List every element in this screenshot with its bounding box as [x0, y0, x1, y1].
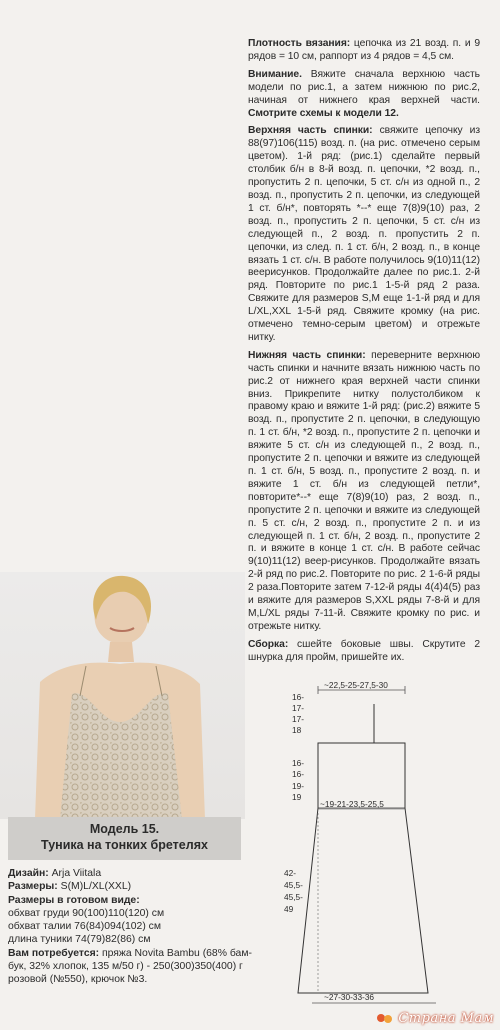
upper-height-label-1: 16- [292, 692, 304, 702]
model-photo [0, 572, 245, 819]
finished-label: Размеры в готовом виде: [8, 894, 140, 906]
pattern-schema [260, 668, 495, 1008]
tunic-outline [298, 743, 428, 993]
materials-text-1: пряжа Novita Bambu (68% бам- [102, 947, 252, 959]
gauge-heading: Плотность вязания: [248, 38, 351, 49]
sizes-value: S(M)L/XL(XXL) [60, 881, 132, 893]
upper-height-label-2: 17- [292, 703, 304, 713]
model-illustration [0, 572, 245, 819]
lower-back-text: переверните верхнюю часть спинки и начните вязать нижнюю часть по рис.2 от нижнего края верхней части спинки вниз. Прикрепите нитку полустолбиком к правому краю и вяжите 1-й ряд: (рис.2) вяжите 5 возд. п., пропустите 2 п. цепочки, в следующую п. 1 ст. б/н, *2 возд. п., пропустите 2 п. цепочки и вяжите 5 ст. с/н из следующей п., 2 возд. п., пропустите 2 п. цепочки и вяжите из следующей п. 1 ст. б/н, 5 возд. п., пропустите 2 возд. п. и вяжите 1 ст. б/н из следующей петли*, повторите*--* еще 7(8)9(10) раз, 2 возд. п., пропустите 2 п. цепочки и вяжите из следующей п. 5 ст. с/н, 2 возд. п., пропустите 2 п. и из следующей п. 1 ст. б/н, 2 возд. п., пропустите 2 п. и вяжите в конце 1 ст. с/н. В работе сейчас 9(10)11(12) веер-рисунков. Продолжайте вязать 2-й ряд по рис.2. Повторите по рис. 2 1-6-й ряды 2 раза.Повторите затем 7-12-й ряды 4(4)4(5) раз и вяжите для размеров S,XXL ряды 7-8-й и для M,L/XL ряды 7-11-й. Свяжите кромку по рис. и отрежьте нитку. [248, 349, 481, 632]
lower-height-label-2: 45,5- [284, 880, 303, 890]
attention-text: Вяжите сначала верхнюю часть модели по рис.1, а затем нижнюю по рис.2, начиная от нижнего края верхней части. [248, 68, 480, 106]
upper-back-text: свяжите цепочку из 88(97)106(115) возд. п. (на рис. отмечено серым цветом). 1-й ряд: (рис.1) сделайте первый столбик б/н в 8-й возд. п. цепочки, *2 возд. п., пропустить 2 п. цепочки, 5 ст. с/н из одной п., 2 возд. п., пропустить 2 п. цепочки, из следующей 1 ст. б/н*, повторять *--* еще 7(8)9(10) раз, 2 возд. п., пропустить 2 п. цепочки, 5 ст. с/н из следующей п., 2 возд. п. пропустить 2 п. цепочки, из след. п. 1 ст. б/н, 2 возд. п., в конце вязать 1 ст. с/н. В работе получилось 9(10)11(12) веерисунков. Продолжайте далее по рис.1. 2-й ряд. Повторите по рис.1 1-5-й ряд 2 раза. Свяжите для размеров S,M еще 1-1-й ряд и для L/XL,XXL 1-5-й ряд. Свяжите кромку (на рис. отмечено темно-серым цветом) и отрежьте нитку. [248, 125, 481, 343]
model-title: Туника на тонких бретелях [41, 838, 208, 852]
waist-measure: обхват талии 76(84)094(102) см [8, 921, 162, 933]
model-number: Модель 15. [89, 822, 160, 836]
materials-text-2: бук, 32% хлопок, 135 м/50 г) - 250(300)350(400) г [8, 961, 243, 973]
length-measure: длина туники 74(79)82(86) см [8, 934, 151, 946]
lower-back-paragraph [248, 350, 480, 634]
materials-text-3: розовой (№550), крючок №3. [8, 974, 148, 986]
model-specs [8, 867, 252, 987]
top-width-label: ~22,5-25-27,5-30 [324, 680, 388, 690]
bust-measure: обхват груди 90(100)110(120) см [8, 907, 165, 919]
waist-width-label: ~19-21-23,5-25,5 [320, 799, 384, 809]
lower-height-label-3: 45,5- [284, 892, 303, 902]
materials-label: Вам потребуется: [8, 947, 100, 959]
assembly-paragraph [248, 639, 480, 665]
sizes-row [8, 880, 244, 893]
lower-back-heading: Нижняя часть спинки: [248, 349, 366, 361]
gauge-paragraph [248, 38, 480, 64]
middle-height-label-2: 16- [292, 769, 304, 779]
site-watermark [376, 1011, 494, 1026]
middle-height-label-3: 19- [292, 781, 304, 791]
design-value: Arja Viitala [51, 868, 102, 879]
schema-drawing [260, 668, 495, 1008]
lower-height-label-1: 42- [284, 868, 296, 878]
watermark-text: Страна Мам [398, 1011, 494, 1026]
assembly-heading: Сборка: [248, 638, 289, 650]
middle-height-label-4: 19 [292, 792, 302, 802]
design-row [8, 867, 244, 880]
model-caption [8, 817, 241, 860]
sizes-label: Размеры: [8, 881, 58, 893]
upper-height-label-3: 17- [292, 714, 304, 724]
upper-back-heading: Верхняя часть спинки: [248, 125, 373, 137]
watermark-logo-icon [376, 1012, 394, 1025]
gauge-text: цепочка из 21 возд. п. и 9 рядов = 10 см, раппорт из 4 рядов = 4,5 см. [248, 38, 481, 62]
upper-height-label-4: 18 [292, 725, 302, 735]
attention-note: Смотрите схемы к модели 12. [248, 107, 399, 119]
assembly-text: сшейте боковые швы. Скрутите 2 шнурка для пройм, пришейте их. [248, 638, 480, 663]
instructions-column [248, 38, 480, 670]
middle-height-label-1: 16- [292, 758, 304, 768]
attention-heading: Внимание. [248, 68, 302, 80]
attention-paragraph [248, 69, 480, 121]
design-label: Дизайн: [8, 868, 49, 879]
bottom-width-label: ~27-30-33-36 [324, 992, 375, 1002]
lower-height-label-4: 49 [284, 904, 294, 914]
finished-row [8, 894, 244, 907]
upper-back-paragraph [248, 125, 480, 344]
materials-row [8, 947, 252, 960]
